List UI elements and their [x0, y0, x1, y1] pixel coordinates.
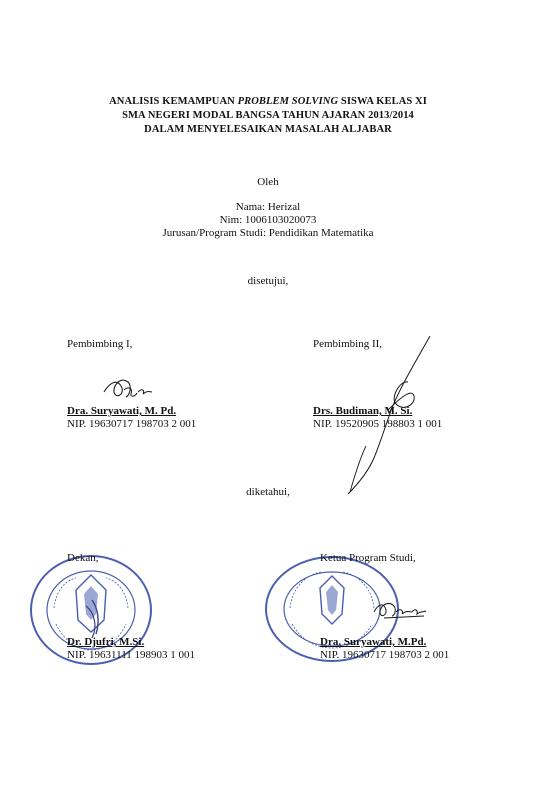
- head-name: Dra. Suryawati, M.Pd.: [320, 636, 427, 648]
- advisor1-signature: [100, 368, 170, 406]
- advisor1-role: Pembimbing I,: [67, 338, 133, 350]
- advisor2-role: Pembimbing II,: [313, 338, 383, 350]
- acknowledged-label: diketahui,: [246, 486, 290, 498]
- head-nip: NIP. 19630717 198703 2 001: [320, 649, 450, 661]
- title-line-2: SMA NEGERI MODAL BANGSA TAHUN AJARAN 2013/2014: [122, 110, 414, 121]
- author-name: Nama: Herizal: [235, 201, 301, 213]
- by-label: Oleh: [257, 176, 279, 188]
- advisor2-name: Drs. Budiman, M. Si.: [313, 405, 413, 417]
- dean-role: Dekan,: [67, 552, 99, 564]
- advisor2-nip: NIP. 19520905 198803 1 001: [313, 418, 443, 430]
- advisor1-nip: NIP. 19630717 198703 2 001: [67, 418, 197, 430]
- dean-name: Dr. Djufri, M.Si.: [67, 636, 145, 648]
- title-line-3: DALAM MENYELESAIKAN MASALAH ALJABAR: [144, 124, 392, 135]
- author-nim: Nim: 1006103020073: [219, 214, 317, 226]
- author-program: Jurusan/Program Studi: Pendidikan Matematika: [162, 227, 374, 239]
- advisor1-name: Dra. Suryawati, M. Pd.: [67, 405, 177, 417]
- head-role: Ketua Program Studi,: [320, 552, 416, 564]
- dean-nip: NIP. 19631111 198903 1 001: [67, 649, 196, 661]
- head-signature: [370, 596, 432, 622]
- title-line-1: ANALISIS KEMAMPUAN PROBLEM SOLVING SISWA KELAS XI: [109, 96, 427, 107]
- approved-label: disetujui,: [247, 275, 289, 287]
